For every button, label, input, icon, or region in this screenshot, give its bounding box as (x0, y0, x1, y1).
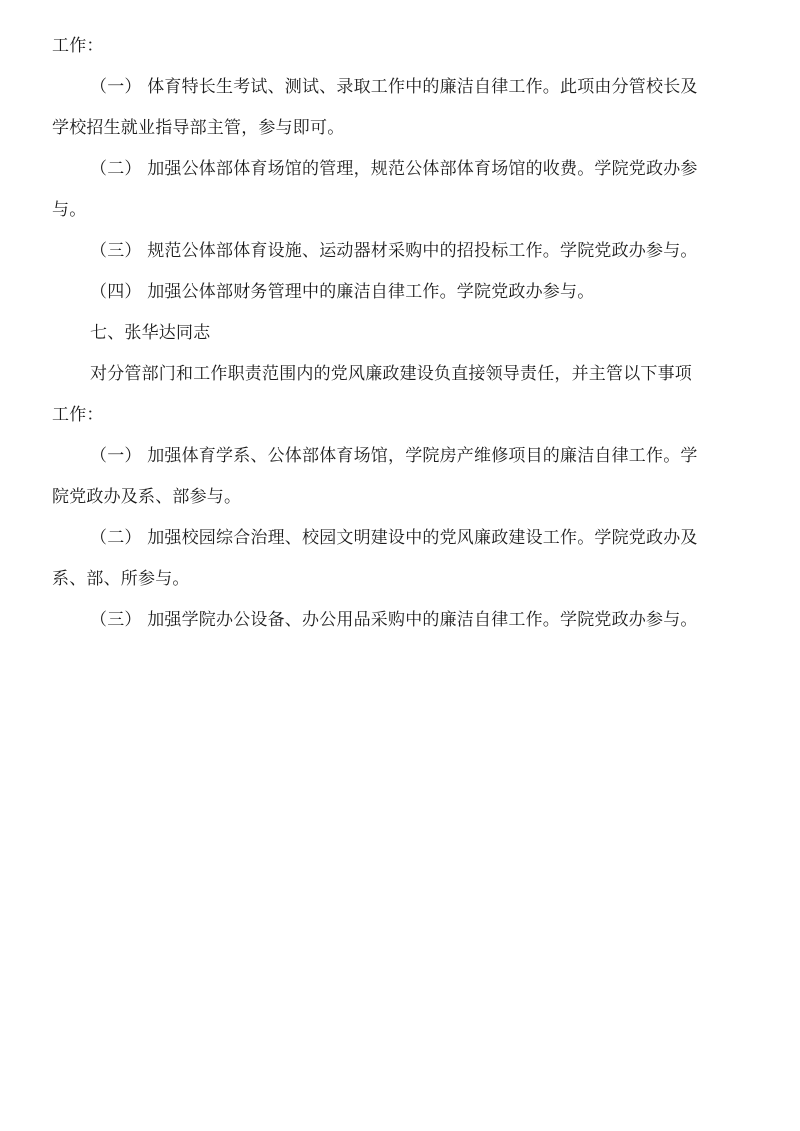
text-line: 院党政办及系、部参与。 (52, 487, 242, 507)
text-line: （二） 加强校园综合治理、校园文明建设中的党风廉政建设工作。学院党政办及 (90, 528, 698, 548)
text-line: （四） 加强公体部财务管理中的廉洁自律工作。学院党政办参与。 (90, 282, 595, 302)
text-line: 工作： (52, 36, 104, 56)
text-line: （一） 体育特长生考试、测试、录取工作中的廉洁自律工作。此项由分管校长及 (90, 77, 698, 97)
text-line: 学校招生就业指导部主管，参与即可。 (52, 118, 345, 138)
text-line: 对分管部门和工作职责范围内的党风廉政建设负直接领导责任，并主管以下事项 (90, 364, 692, 384)
text-line: （一） 加强体育学系、公体部体育场馆，学院房产维修项目的廉洁自律工作。学 (90, 446, 698, 466)
text-line: 与。 (52, 200, 87, 220)
text-line: （二） 加强公体部体育场馆的管理，规范公体部体育场馆的收费。学院党政办参 (90, 159, 698, 179)
text-line: （三） 加强学院办公设备、办公用品采购中的廉洁自律工作。学院党政办参与。 (90, 610, 698, 630)
document-body (52, 26, 752, 641)
text-line: 工作： (52, 405, 104, 425)
text-line: 系、部、所参与。 (52, 569, 190, 589)
text-line: （三） 规范公体部体育设施、运动器材采购中的招投标工作。学院党政办参与。 (90, 241, 698, 261)
section-heading: 七、张华达同志 (90, 323, 211, 343)
